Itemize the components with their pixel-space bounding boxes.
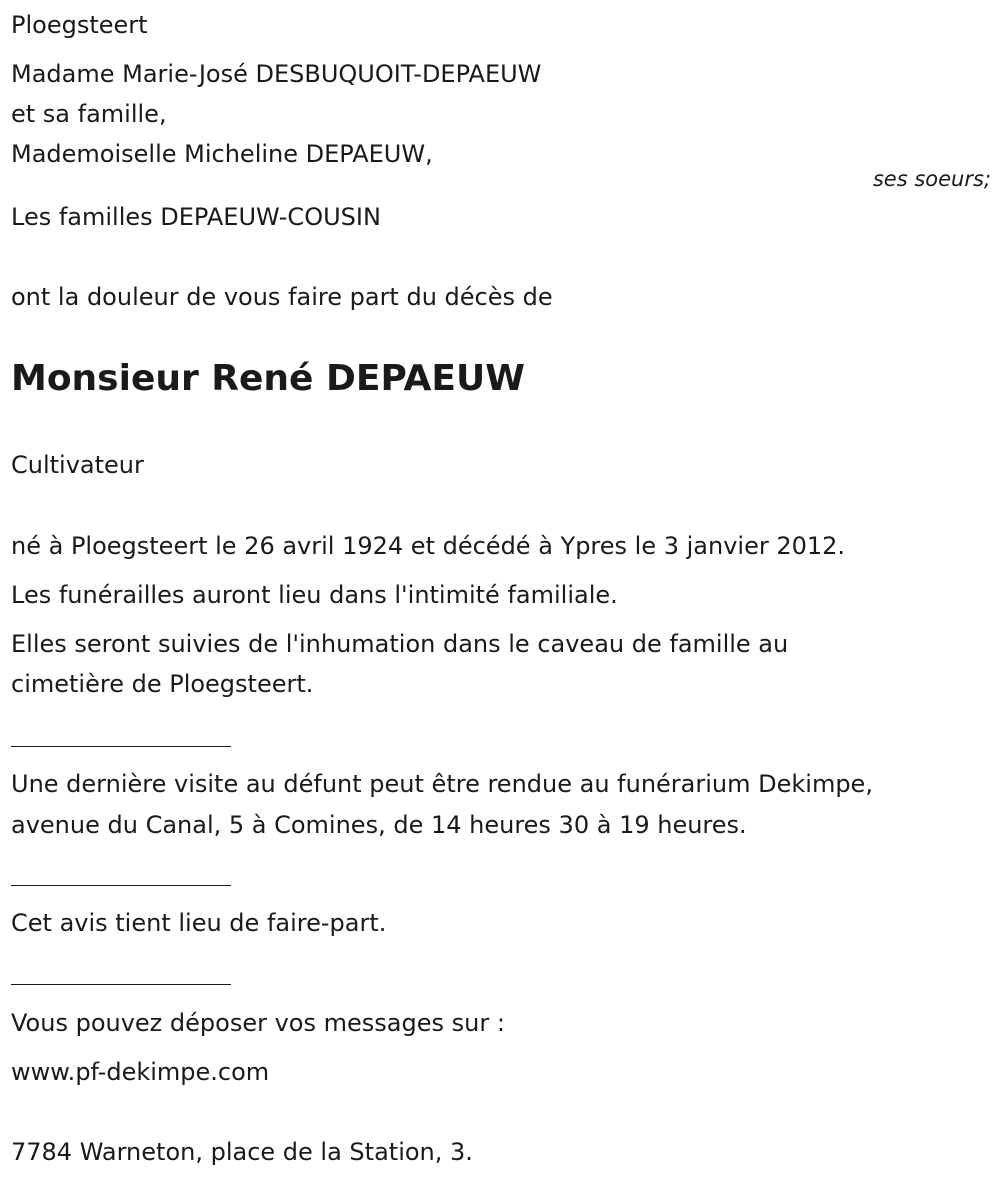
website-link[interactable]: www.pf-dekimpe.com xyxy=(11,1058,270,1086)
separator-line xyxy=(11,746,231,747)
burial-info-line-2: cimetière de Ploegsteert. xyxy=(11,670,314,698)
visit-info-line-2: avenue du Canal, 5 à Comines, de 14 heures 30 à 19 heures. xyxy=(11,811,747,839)
funeral-info: Les funérailles auront lieu dans l'intimité familiale. xyxy=(11,581,618,609)
family-member-1: Madame Marie-José DESBUQUOIT-DEPAEUW xyxy=(11,60,542,88)
place-name: Ploegsteert xyxy=(11,11,148,39)
family-member-1-continued: et sa famille, xyxy=(11,100,167,128)
faire-part-note: Cet avis tient lieu de faire-part. xyxy=(11,909,387,937)
burial-info-line-1: Elles seront suivies de l'inhumation dans le caveau de famille au xyxy=(11,630,789,658)
family-member-2: Mademoiselle Micheline DEPAEUW, xyxy=(11,140,433,168)
family-member-3: Les familles DEPAEUW-COUSIN xyxy=(11,203,381,231)
profession: Cultivateur xyxy=(11,451,144,479)
relation-note: ses soeurs; xyxy=(872,167,991,191)
messages-intro: Vous pouvez déposer vos messages sur : xyxy=(11,1009,505,1037)
funeral-home-address: 7784 Warneton, place de la Station, 3. xyxy=(11,1138,473,1166)
visit-info-line-1: Une dernière visite au défunt peut être rendue au funérarium Dekimpe, xyxy=(11,770,873,798)
obituary-notice xyxy=(11,0,991,1187)
separator-line xyxy=(11,984,231,985)
birth-death-dates: né à Ploegsteert le 26 avril 1924 et décédé à Ypres le 3 janvier 2012. xyxy=(11,532,846,560)
deceased-name: Monsieur René DEPAEUW xyxy=(11,358,525,399)
announcement-text: ont la douleur de vous faire part du décès de xyxy=(11,283,553,311)
separator-line xyxy=(11,885,231,886)
